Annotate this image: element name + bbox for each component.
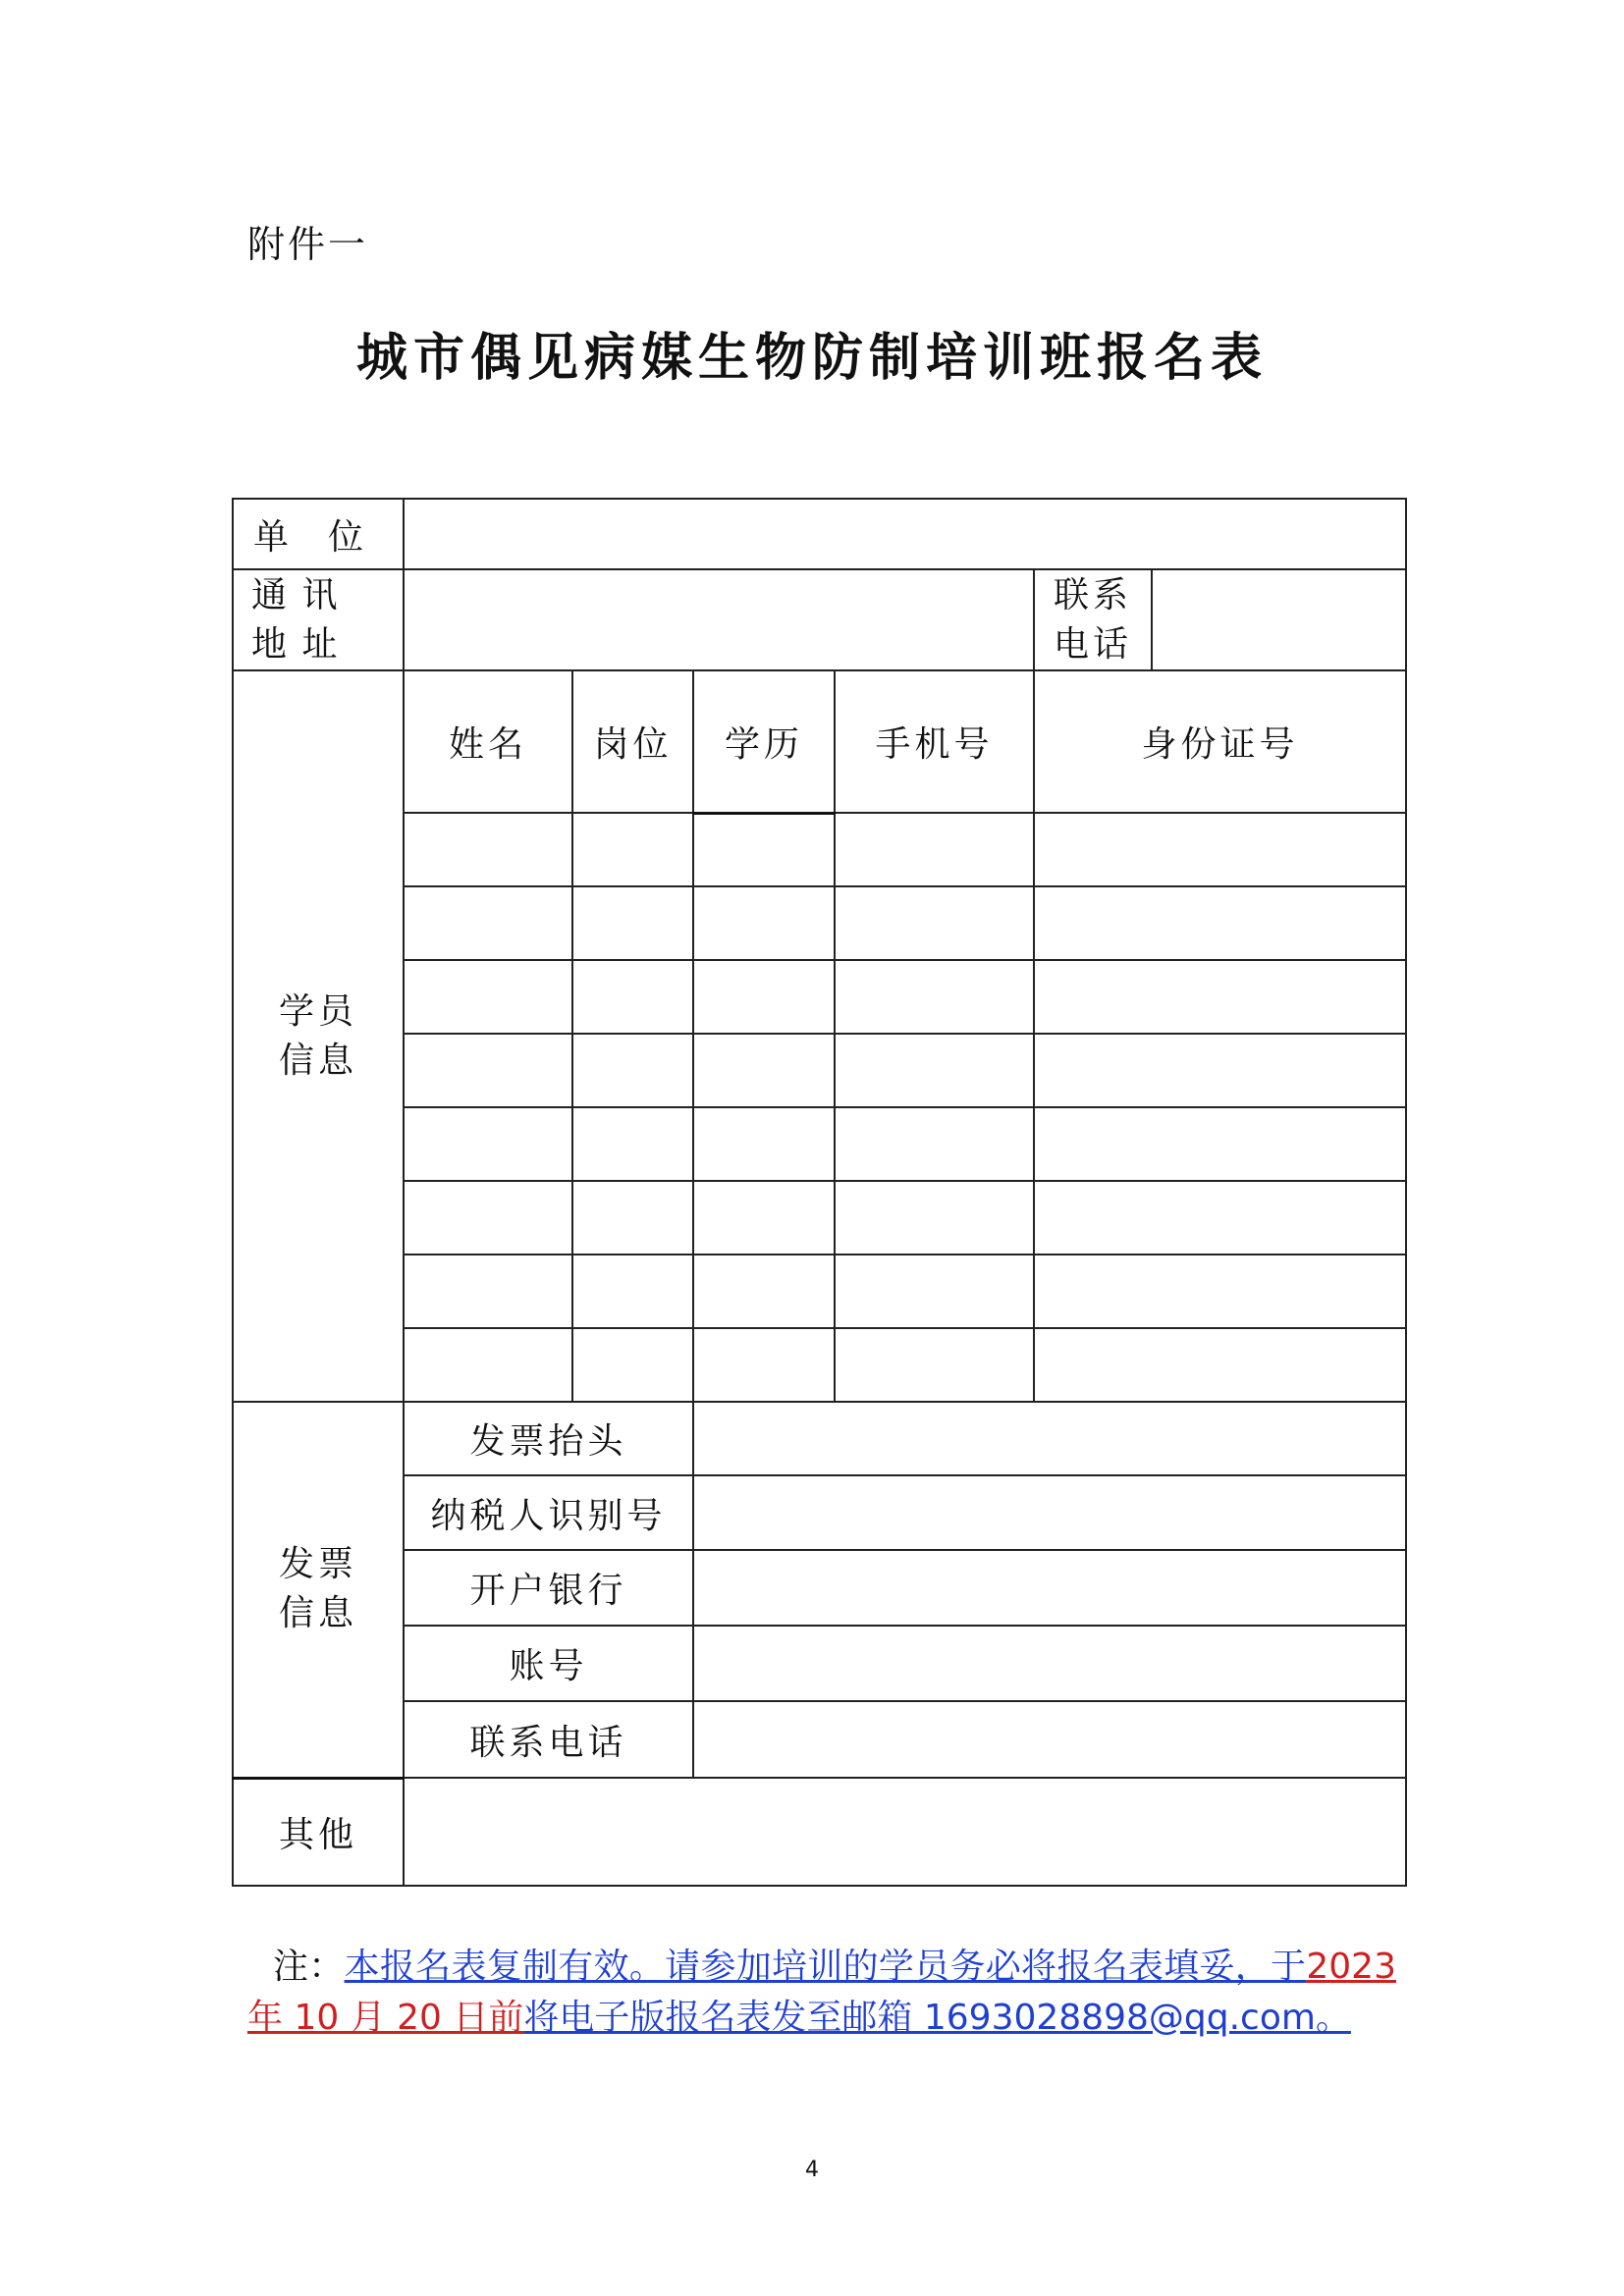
cell-id-number[interactable] <box>1034 1181 1406 1255</box>
cell-name[interactable] <box>404 1328 572 1402</box>
invoice-label-line2: 信息 <box>278 1593 357 1634</box>
phone-label-line1: 联系 <box>1053 574 1132 615</box>
note-prefix: 注： <box>273 1947 345 1987</box>
cell-mobile[interactable] <box>835 813 1034 886</box>
table-row <box>233 1034 1406 1107</box>
cell-mobile[interactable] <box>835 1107 1034 1181</box>
invoice-field-account: 账号 <box>404 1626 693 1701</box>
trainee-label-line2: 信息 <box>278 1040 357 1081</box>
unit-label-2: 位 <box>327 516 363 558</box>
note-deadline: 2023 年 10 月 20 日前 <box>247 1947 1396 2038</box>
attachment-label: 附件一 <box>247 223 369 266</box>
column-header-name: 姓名 <box>404 670 572 813</box>
table-row <box>233 1328 1406 1402</box>
trainee-label-line1: 学员 <box>278 990 357 1032</box>
cell-mobile[interactable] <box>835 1328 1034 1402</box>
cell-id-number[interactable] <box>1034 886 1406 960</box>
cell-education[interactable] <box>693 1107 835 1181</box>
cell-name[interactable] <box>404 1034 572 1107</box>
cell-id-number[interactable] <box>1034 960 1406 1034</box>
cell-name[interactable] <box>404 1255 572 1328</box>
table-row <box>233 1107 1406 1181</box>
table-row <box>233 813 1406 886</box>
table-row <box>233 886 1406 960</box>
contact-phone-input[interactable] <box>693 1701 1406 1778</box>
phone-input-cell[interactable] <box>1152 569 1406 670</box>
cell-position[interactable] <box>572 1034 693 1107</box>
cell-name[interactable] <box>404 813 572 886</box>
taxpayer-id-input[interactable] <box>693 1475 1406 1550</box>
cell-education[interactable] <box>693 886 835 960</box>
unit-label-1: 单 <box>253 516 290 558</box>
cell-id-number[interactable] <box>1034 1255 1406 1328</box>
cell-mobile[interactable] <box>835 1034 1034 1107</box>
note-text-1: 本报名表复制有效。请参加培训的学员务必将报名表填妥，于 <box>344 1947 1307 1987</box>
cell-position[interactable] <box>572 813 693 886</box>
other-label-cell: 其他 <box>233 1778 404 1886</box>
cell-position[interactable] <box>572 1255 693 1328</box>
registration-form-table <box>232 498 1407 1887</box>
cell-id-number[interactable] <box>1034 1328 1406 1402</box>
table-row <box>233 960 1406 1034</box>
cell-name[interactable] <box>404 1181 572 1255</box>
address-label-cell <box>233 569 404 670</box>
note-text-2: 将电子版报名表发至邮箱 1693028898@qq.com。 <box>523 1998 1351 2038</box>
invoice-field-bank: 开户银行 <box>404 1550 693 1626</box>
cell-mobile[interactable] <box>835 1181 1034 1255</box>
invoice-field-taxpayer-id: 纳税人识别号 <box>404 1475 693 1550</box>
page-number: 4 <box>805 2158 819 2182</box>
cell-education[interactable] <box>693 1328 835 1402</box>
note <box>247 1942 1396 2044</box>
column-header-position: 岗位 <box>572 670 693 813</box>
cell-position[interactable] <box>572 1328 693 1402</box>
cell-education[interactable] <box>693 1034 835 1107</box>
bank-input[interactable] <box>693 1550 1406 1626</box>
column-header-education: 学历 <box>693 670 835 813</box>
cell-name[interactable] <box>404 1107 572 1181</box>
cell-position[interactable] <box>572 960 693 1034</box>
invoice-field-contact-phone: 联系电话 <box>404 1701 693 1778</box>
cell-mobile[interactable] <box>835 886 1034 960</box>
other-input-cell[interactable] <box>404 1778 1406 1886</box>
cell-position[interactable] <box>572 886 693 960</box>
column-header-mobile: 手机号 <box>835 670 1034 813</box>
cell-mobile[interactable] <box>835 1255 1034 1328</box>
invoice-field-title: 发票抬头 <box>404 1402 693 1475</box>
cell-id-number[interactable] <box>1034 813 1406 886</box>
cell-education[interactable] <box>693 960 835 1034</box>
column-header-id-number: 身份证号 <box>1034 670 1406 813</box>
cell-id-number[interactable] <box>1034 1107 1406 1181</box>
address-label-line2: 地 址 <box>251 623 340 665</box>
trainee-label-cell <box>233 670 404 1402</box>
phone-label-line2: 电话 <box>1053 623 1132 665</box>
invoice-title-input[interactable] <box>693 1402 1406 1475</box>
address-input-cell[interactable] <box>404 569 1034 670</box>
cell-education[interactable] <box>693 813 835 886</box>
unit-input-cell[interactable] <box>404 499 1406 569</box>
cell-education[interactable] <box>693 1181 835 1255</box>
cell-name[interactable] <box>404 960 572 1034</box>
unit-label-cell <box>233 499 404 569</box>
invoice-label-line1: 发票 <box>278 1544 357 1585</box>
account-input[interactable] <box>693 1626 1406 1701</box>
cell-id-number[interactable] <box>1034 1034 1406 1107</box>
cell-mobile[interactable] <box>835 960 1034 1034</box>
table-row <box>233 1181 1406 1255</box>
cell-name[interactable] <box>404 886 572 960</box>
page-title: 城市偶见病媒生物防制培训班报名表 <box>355 329 1268 388</box>
cell-education[interactable] <box>693 1255 835 1328</box>
table-row <box>233 1255 1406 1328</box>
cell-position[interactable] <box>572 1181 693 1255</box>
phone-label-cell <box>1034 569 1152 670</box>
cell-position[interactable] <box>572 1107 693 1181</box>
address-label-line1: 通 讯 <box>251 574 340 615</box>
invoice-label-cell <box>233 1402 404 1778</box>
